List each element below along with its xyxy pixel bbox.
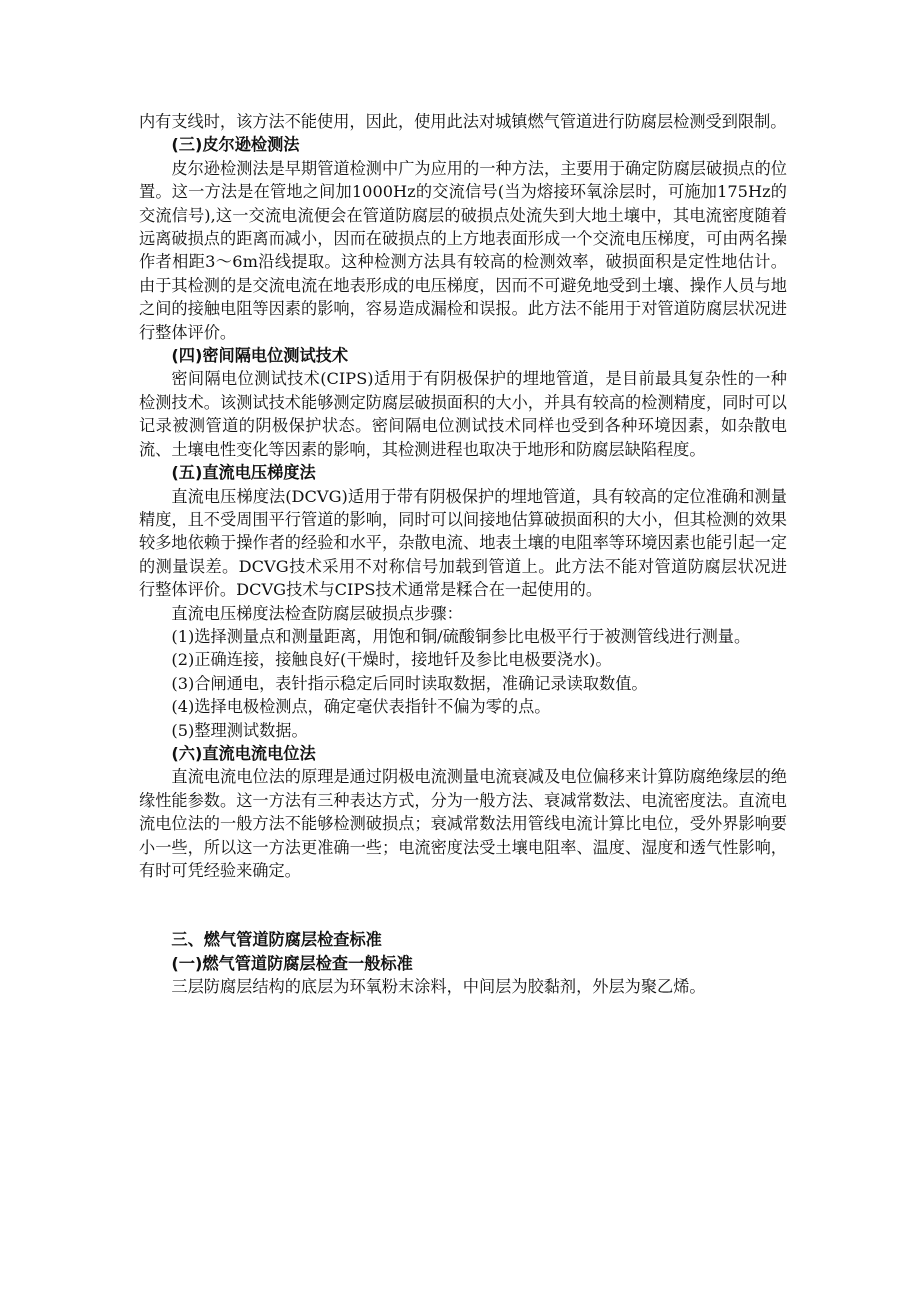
dcvg-step-5: (5)整理测试数据。 — [171, 720, 308, 740]
part-three-sub1-paragraph: 三层防腐层结构的底层为环氧粉末涂料，中间层为胶黏剂，外层为聚乙烯。 — [171, 977, 706, 997]
section-dc-current-heading: (六)直流电流电位法 — [171, 743, 316, 763]
dcvg-steps-intro: 直流电压梯度法检查防腐层破损点步骤： — [171, 603, 463, 623]
part-three-sub1-heading: (一)燃气管道防腐层检查一般标准 — [171, 953, 413, 973]
section-dc-current-paragraph: 直流电流电位法的原理是通过阴极电流测量电流衰减及电位偏移来计算防腐绝缘层的绝缘性能参数。这一方法有三种表达方式，分为一般方法、衰减常数法、电流密度法。直流电流电位法的一般方法不能够检测破损点；衰减常数法用管线电流计算比电位，受外界影响要小一些，所以这一方法更准确一些；电流密度法受土壤电阻率、温度、湿度和透气性影响，有时可凭经验来确定。 — [139, 767, 787, 880]
dcvg-step-2: (2)正确连接，接触良好(干燥时，接地钎及参比电极要浇水)。 — [171, 650, 612, 670]
dcvg-step-3: (3)合闸通电，表针指示稳定后同时读取数据，准确记录读取数值。 — [171, 673, 648, 693]
section-dcvg-paragraph: 直流电压梯度法(DCVG)适用于带有阴极保护的埋地管道，具有较高的定位准确和测量精度，且不受周围平行管道的影响，同时可以间接地估算破损面积的大小，但其检测的效果较多地依赖于操作者的经验和水平，杂散电流、地表土壤的电阻率等环境因素也能引起一定的测量误差。DCVG技术采用不对称信号加载到管道上。此方法不能对管道防腐层状况进行整体评价。DCVG技术与CIPS技术通常是糅合在一起使用的。 — [139, 486, 787, 600]
dcvg-step-1: (1)选择测量点和测量距离，用饱和铜/硫酸铜参比电极平行于被测管线进行测量。 — [171, 626, 751, 646]
part-three-heading: 三、燃气管道防腐层检查标准 — [171, 930, 382, 950]
section-cips-heading: (四)密间隔电位测试技术 — [171, 346, 349, 366]
document-body — [139, 110, 787, 999]
intro-continuation-paragraph: 内有支线时，该方法不能使用，因此，使用此法对城镇燃气管道进行防腐层检测受到限制。 — [139, 112, 787, 131]
section-pearson-paragraph: 皮尔逊检测法是早期管道检测中广为应用的一种方法，主要用于确定防腐层破损点的位置。这一方法是在管地之间加1000Hz的交流信号(当为熔接环氧涂层时，可施加175Hz的交流信号),这一交流电流便会在管道防腐层的破损点处流失到大地土壤中，其电流密度随着远离破损点的距离而减小，因而在破损点的上方地表面形成一个交流电压梯度，可由两名操作者相距3～6m沿线提取。这种检测方法具有较高的检测效率，破损面积是定性地估计。由于其检测的是交流电流在地表形成的电压梯度，因而不可避免地受到土壤、操作人员与地之间的接触电阻等因素的影响，容易造成漏检和误报。此方法不能用于对管道防腐层状况进行整体评价。 — [139, 158, 787, 342]
section-cips-paragraph: 密间隔电位测试技术(CIPS)适用于有阴极保护的埋地管道，是目前最具复杂性的一种检测技术。该测试技术能够测定防腐层破损面积的大小，并具有较高的检测精度，同时可以记录被测管道的阴极保护状态。密间隔电位测试技术同样也受到各种环境因素，如杂散电流、土壤电性变化等因素的影响，其检测进程也取决于地形和防腐层缺陷程度。 — [139, 369, 787, 459]
section-pearson-heading: (三)皮尔逊检测法 — [171, 135, 300, 155]
dcvg-step-4: (4)选择电极检测点，确定毫伏表指针不偏为零的点。 — [171, 697, 551, 717]
section-dcvg-heading: (五)直流电压梯度法 — [171, 463, 316, 483]
